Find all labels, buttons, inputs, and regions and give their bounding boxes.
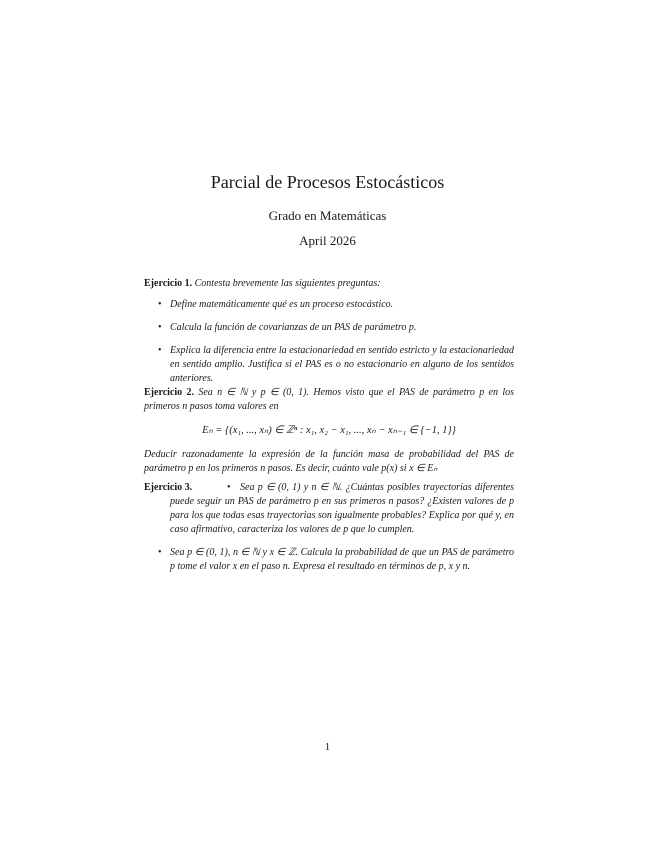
document-date: April 2026: [299, 233, 356, 248]
exercise-1-label: Ejercicio 1.: [144, 278, 193, 289]
document-title: Parcial de Procesos Estocásticos: [210, 172, 445, 192]
document-subtitle: Grado en Matemáticas: [268, 208, 387, 223]
exercise-1-list: [144, 298, 514, 386]
exercise-2: [144, 386, 514, 476]
bullet-icon: •: [158, 345, 162, 356]
exercise-3-label: Ejercicio 3.: [144, 482, 193, 493]
bullet-icon: •: [158, 547, 162, 558]
bullet-icon: •: [158, 299, 162, 310]
bullet-icon: •: [227, 482, 231, 493]
list-item: • Sea p ∈ (0, 1), n ∈ ℕ y x ∈ ℤ. Calcula la probabilidad de que un PAS de parámetro p tome el valor x en el paso n. Expresa el resultado en términos de p, x y n.: [158, 547, 514, 572]
bullet-icon: •: [158, 322, 162, 333]
list-item: • Explica la diferencia entre la estacionariedad en sentido estricto y la estacionariedad en sentido amplio. Justifica si el PAS es o no estacionario en alguno de los sentidos anteriores.: [158, 345, 514, 384]
list-item: • Define matemáticamente qué es un proceso estocástico.: [158, 299, 394, 310]
list-item: • Sea p ∈ (0, 1) y n ∈ ℕ. ¿Cuántas posibles trayectorias diferentes puede seguir un PAS de parámetro p en sus primeros n pasos? ¿Existen valores de p para los que todas esas trayectorias son igualmente probables? Explica por qué y, en caso afirmativo, caracteriza los valores de p que lo cumplen.: [170, 482, 514, 535]
exercise-2-text: Deducir razonadamente la expresión de la función masa de probabilidad del PAS de parámetro p en los primeros n pasos. Es decir, cuánto vale p(x) si x ∈ Eₙ: [144, 449, 514, 474]
exercise-3: [144, 481, 514, 583]
exercise-3-list: [144, 481, 514, 574]
exercise-1: [144, 277, 514, 395]
exercise-1-intro: Contesta brevemente las siguientes preguntas:: [194, 278, 381, 289]
exercise-2-intro: Sea n ∈ ℕ y p ∈ (0, 1). Hemos visto que el PAS de parámetro p en los primeros n pasos toma valores en: [144, 387, 514, 412]
page-number: 1: [324, 741, 331, 753]
list-item: • Calcula la función de covarianzas de un PAS de parámetro p.: [158, 322, 417, 333]
exercise-2-label: Ejercicio 2.: [144, 387, 194, 398]
formula-En: Eₙ = {(x₁, ..., xₙ) ∈ ℤⁿ : x₁, x₂ − x₁, ..., xₙ − xₙ₋₁ ∈ {−1, 1}}: [202, 425, 456, 436]
